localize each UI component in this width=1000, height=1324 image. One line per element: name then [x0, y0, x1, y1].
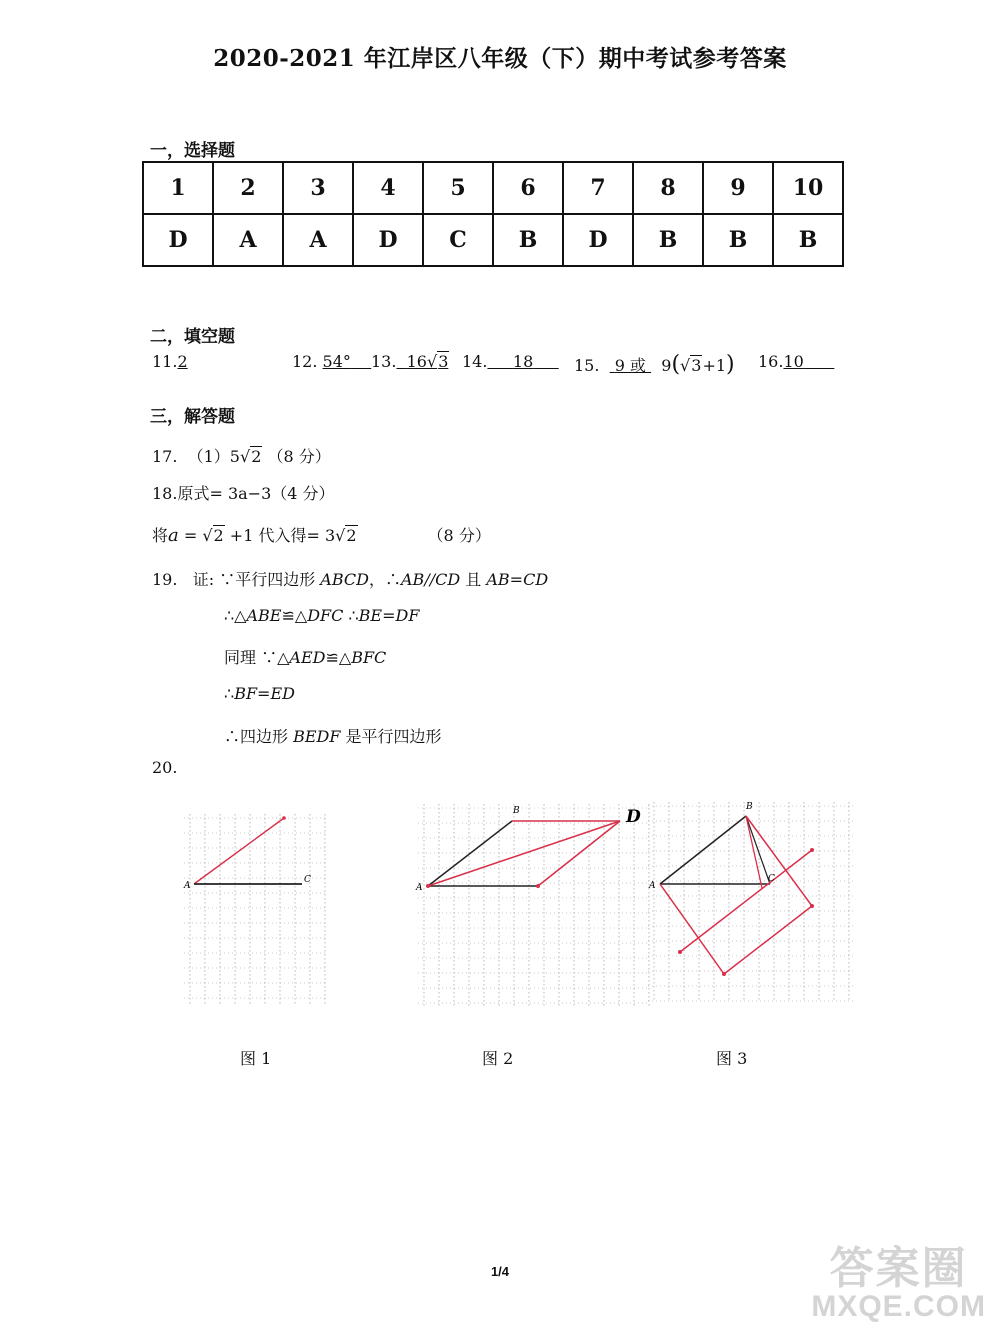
point	[536, 884, 540, 888]
figure-3-caption: 图 3	[716, 1049, 748, 1068]
point	[722, 972, 726, 976]
answer-value: 9 或	[614, 356, 646, 375]
segment-ab	[428, 821, 512, 886]
figure-3-grid	[644, 798, 860, 1004]
question-number: 13.	[371, 352, 397, 371]
question-number: 11.	[152, 352, 178, 371]
solution-17: 17. （1）5√2 （8 分）	[152, 447, 331, 466]
answer-value: 18	[512, 352, 534, 371]
point	[426, 884, 430, 888]
solution-19-line4: ∴BF=ED	[224, 684, 295, 703]
solution-19-line5: ∴四边形 BEDF 是平行四边形	[224, 727, 442, 746]
watermark-text: 答案圈	[829, 1244, 968, 1293]
fill-answer-16	[758, 352, 834, 371]
figure-1-caption: 图 1	[240, 1049, 272, 1068]
figure-2-grid	[414, 800, 654, 1010]
table-cell: 3	[283, 162, 353, 214]
figure-2-caption: 图 2	[482, 1049, 514, 1068]
solution-18-step2: 将a = √2 +1 代入得= 3√2 （8 分）	[152, 525, 491, 546]
solution-20-number: 20.	[152, 758, 178, 777]
point-label-a: A	[416, 883, 423, 893]
point-label-b: B	[513, 806, 520, 816]
section-heading-solutions: 三，解答题	[150, 407, 235, 427]
watermark-logo	[811, 1232, 986, 1324]
page-title: 2020-2021 年江岸区八年级（下）期中考试参考答案	[213, 45, 787, 72]
fill-answer-11	[152, 352, 188, 371]
question-number: 15.	[574, 356, 600, 375]
red-segment	[660, 884, 724, 974]
table-cell: 10	[773, 162, 843, 214]
point-label-a: A	[649, 881, 656, 891]
fill-answer-12	[292, 352, 371, 371]
grid-lines	[184, 814, 326, 1006]
point-label-c: C	[768, 874, 775, 884]
point-label-b: B	[746, 802, 753, 812]
table-cell: D	[353, 214, 423, 266]
figure-1-grid	[180, 810, 330, 1010]
page-number: 1/4	[490, 1264, 510, 1279]
table-cell: B	[773, 214, 843, 266]
fill-answer-13	[371, 352, 449, 371]
answer-value: 2	[177, 352, 188, 371]
point-label-c: C	[304, 875, 311, 885]
table-cell: 9	[703, 162, 773, 214]
answer-value: 10	[783, 352, 804, 371]
point-label-a: A	[184, 881, 191, 891]
table-cell: 8	[633, 162, 703, 214]
table-cell: 4	[353, 162, 423, 214]
table-cell: B	[493, 214, 563, 266]
table-cell: 5	[423, 162, 493, 214]
fill-answer-14	[462, 352, 559, 371]
choice-answer-table	[142, 161, 844, 267]
answer-value: 16√3	[406, 352, 449, 371]
fill-answer-15	[574, 352, 735, 377]
table-cell: 1	[143, 162, 213, 214]
question-number: 14.	[462, 352, 488, 371]
solution-19-line2: ∴△ABE≌△DFC ∴BE=DF	[224, 606, 420, 625]
point	[282, 816, 286, 820]
red-segment	[194, 818, 284, 884]
solution-19-line3: 同理 ∵△AED≌△BFC	[224, 648, 387, 667]
answer-value: 54°	[322, 352, 351, 371]
red-segment	[724, 906, 812, 974]
table-cell: D	[563, 214, 633, 266]
table-cell: A	[213, 214, 283, 266]
section-heading-choice: 一，选择题	[150, 141, 235, 161]
point	[810, 904, 814, 908]
question-number: 12.	[292, 352, 318, 371]
table-row-answers	[143, 214, 843, 266]
answer-value-alt: 9(√3+1)	[661, 352, 735, 377]
table-cell: C	[423, 214, 493, 266]
table-cell: A	[283, 214, 353, 266]
table-cell: D	[143, 214, 213, 266]
table-cell: B	[703, 214, 773, 266]
question-number: 16.	[758, 352, 784, 371]
section-heading-fill: 二，填空题	[150, 327, 235, 347]
red-segment	[680, 850, 812, 952]
segment-bc	[746, 816, 770, 884]
segment-cd	[538, 821, 620, 886]
table-cell: 2	[213, 162, 283, 214]
segment-ab	[660, 816, 746, 884]
solution-19-line1: 19. 证: ∵平行四边形 ABCD，∴AB//CD 且 AB=CD	[152, 570, 549, 589]
point	[810, 848, 814, 852]
grid-lines	[418, 804, 650, 1006]
table-cell: 6	[493, 162, 563, 214]
table-cell: B	[633, 214, 703, 266]
watermark-url: MXQE.COM	[811, 1290, 986, 1323]
point-label-d: D	[626, 807, 641, 827]
segment-ad	[428, 821, 620, 886]
solution-18-step1: 18.原式= 3a−3（4 分）	[152, 484, 335, 503]
point	[678, 950, 682, 954]
table-cell: 7	[563, 162, 633, 214]
table-row-numbers	[143, 162, 843, 214]
